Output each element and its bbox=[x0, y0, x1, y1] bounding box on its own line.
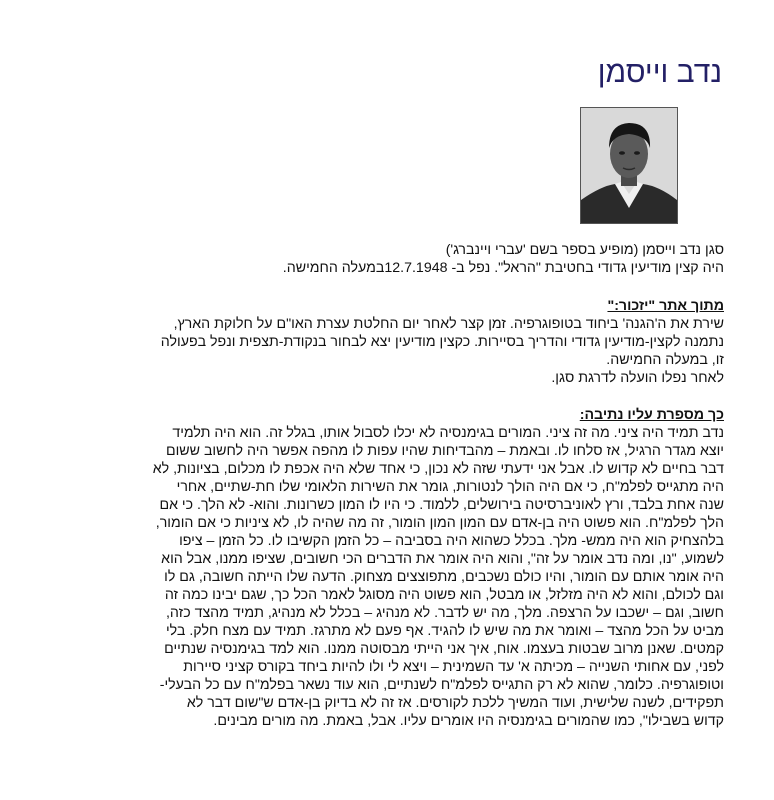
section-heading: מתוך אתר "יזכור:" bbox=[607, 298, 724, 314]
paragraph-line: זו, במעלה החמישה. bbox=[606, 352, 724, 368]
paragraph-line: נדב תמיד היה ציני. מה זה ציני. המורים בגימנסיה לא יכלו לסבול אותו, בגלל זה. הוא היה תלמיד bbox=[172, 425, 724, 441]
paragraph-line: בלהצחיק הוא היה ממש- מלך. בכלל כשהוא היה בסביבה – כל הזמן הקשיבו לו. כל הזמן – ציפו bbox=[179, 533, 724, 549]
page-title: נדב וייסמן bbox=[597, 56, 722, 89]
paragraph-line: קמטים. שאנן מרוב שבטות בעצמו. אוח, איך אני הייתי מבסוטה ממנו. הוא למד בגימנסיה שנתיים bbox=[164, 641, 724, 657]
section-yizkor bbox=[34, 297, 724, 387]
paragraph-line: יוצא מגדר הרגיל, אז סלחו לו. ובאמת – מהבדיחות שהיו עפות לו מהפה אפשר היה לחשוב ששום bbox=[165, 443, 724, 459]
paragraph-line: שנה אחת בלבד, ורץ לאוניברסיטה בירושלים, ללמוד. כי היו לו המון כשרונות. והוא- לא הלך. כי אם bbox=[159, 497, 724, 513]
paragraph-line: וגם לכולם, והוא לא היה מזלזל, או מבטל, הוא פשוט היה מסוגל לאמר הכל כך, שגם יבינו כמה זה bbox=[164, 587, 724, 603]
paragraph-line: קדוש בשבילו", כמו שהמורים בגימנסיה היו אומרים עליו. אבל, באמת. מה מורים מבינים. bbox=[213, 713, 724, 729]
intro-line: היה קצין מודיעין גדודי בחטיבת "הראל". נפל ב- 12.7.1948במעלה החמישה. bbox=[282, 260, 724, 276]
paragraph-line: מביט על הכל מהצד – ואומר את מה שיש לו להגיד. אף פעם לא מתרגז. תמיד עם מצח חלק. בלי bbox=[166, 623, 724, 639]
paragraph-line: היה אומר אותם עם הומור, והיו כולם נשכבים, מתפוצצים מצחוק. הדעה שלו הייתה חשובה, גם לו bbox=[164, 569, 724, 585]
paragraph-line: וטופוגרפיה. כלומר, שהוא לא רק התגייס לפלמ"ח לשנתיים, הוא עוד נשאר בפלמ"ח עם כל הבעלי- bbox=[159, 677, 724, 693]
paragraph-line: הלך לפלמ"ח. הוא פשוט היה בן-אדם עם המון המון הומור, זה מה שהיה לו, לא ציניות כי אם הומור, bbox=[155, 515, 724, 531]
paragraph-line: תפקידים, לשנה שלישית, ועוד המשיך ללכת לקורסים. אז זה לא בדיוק בן-אדם ש"שום דבר לא bbox=[186, 695, 724, 711]
paragraph-line: לפני, עם אחותי השנייה – מכיתה א' עד השמינית – ויצא לי ולו להיות ביחד בקורס קציני סיירות bbox=[183, 659, 724, 675]
portrait-photo bbox=[580, 107, 678, 224]
paragraph-line: נתמנה לקצין-מודיעין גדודי והדריך בסיירות. כקצין מודיעין יצא לבחור בנקודת-תצפית ונפל בפעולה bbox=[160, 334, 724, 350]
paragraph-line: דבר בחיים לא קדוש לו. אבל אני ידעתי שזה לא נכון, כי אחד שלא היה אכפת לו מכלום, בציונות, לא bbox=[152, 461, 724, 477]
paragraph-line: לשמוע, "נו, ומה נדב אומר על זה", והוא היה אומר את הדברים הכי חשובים, שציפו ממנו, אבל הוא bbox=[161, 551, 724, 567]
section-heading: כך מספרת עליו נתיבה: bbox=[579, 407, 724, 423]
paragraph-line: לאחר נפלו הועלה לדרגת סגן. bbox=[551, 370, 724, 386]
intro-line: סגן נדב וייסמן (מופיע בספר בשם 'עברי ויינברג') bbox=[445, 242, 724, 258]
intro-block bbox=[34, 241, 724, 277]
section-netiva bbox=[34, 406, 724, 730]
paragraph-line: שירת את ה'הגנה' ביחוד בטופוגרפיה. זמן קצר לאחר יום החלטת עצרת האו"ם על חלוקת הארץ, bbox=[173, 316, 724, 332]
paragraph-line: היה מתגייס לפלמ"ח, כי אם היה הולך לנטורות, גומר את השירות הלאומי שלו חת-שתיים, אחרי bbox=[176, 479, 724, 495]
paragraph-line: חשוב, וגם – ישכבו על הרצפה. מלך, מה יש לדבר. לא מנהיג – בכלל לא מנהיג, תמיד מהצד כזה, bbox=[165, 605, 724, 621]
